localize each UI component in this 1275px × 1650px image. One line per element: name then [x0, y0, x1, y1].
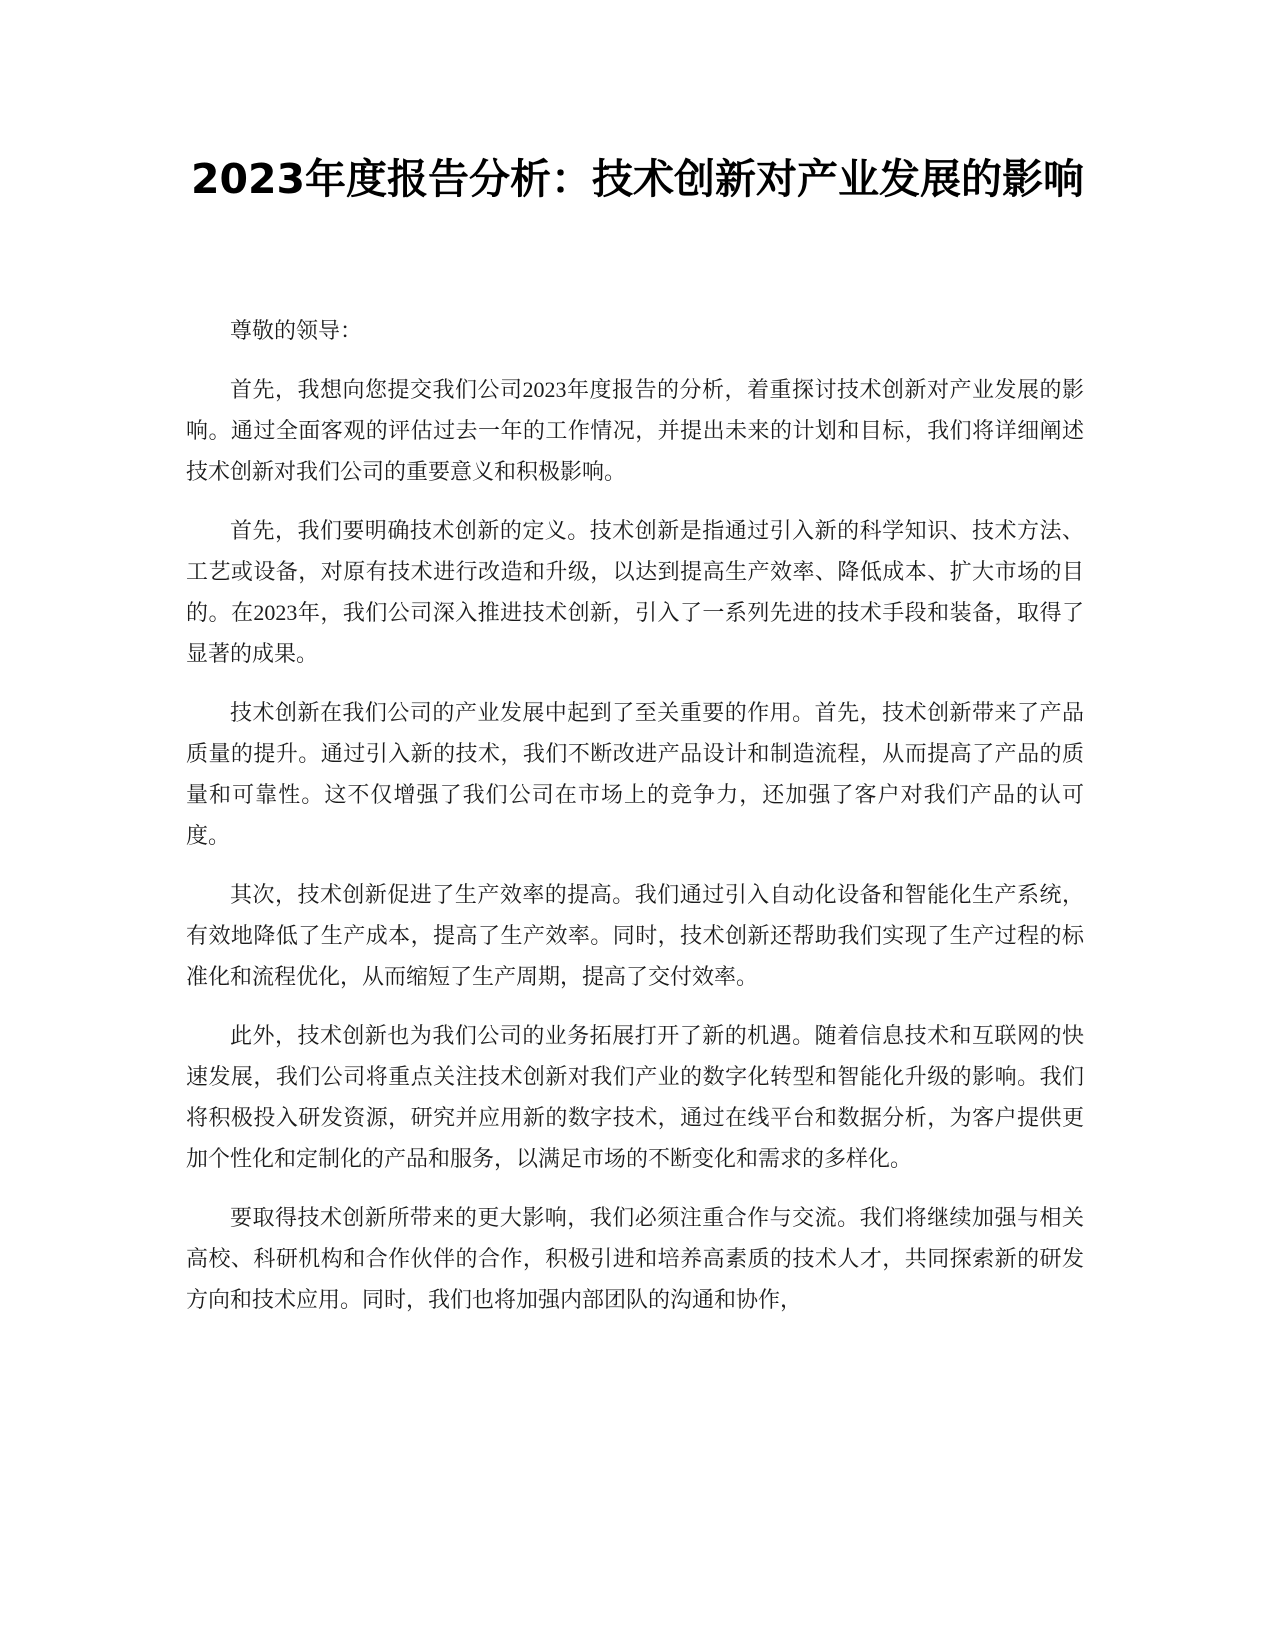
paragraph-6: 要取得技术创新所带来的更大影响，我们必须注重合作与交流。我们将继续加强与相关高校、科研机构和合作伙伴的合作，积极引进和培养高素质的技术人才，共同探索新的研发方向和技术应用。同时，我们也将加强内部团队的沟通和协作，	[186, 1205, 1084, 1312]
paragraph-5: 此外，技术创新也为我们公司的业务拓展打开了新的机遇。随着信息技术和互联网的快速发展，我们公司将重点关注技术创新对我们产业的数字化转型和智能化升级的影响。我们将积极投入研发资源，研究并应用新的数字技术，通过在线平台和数据分析，为客户提供更加个性化和定制化的产品和服务，以满足市场的不断变化和需求的多样化。	[186, 1023, 1084, 1171]
paragraph-1: 首先，我想向您提交我们公司2023年度报告的分析，着重探讨技术创新对产业发展的影响。通过全面客观的评估过去一年的工作情况，并提出未来的计划和目标，我们将详细阐述技术创新对我们公司的重要意义和积极影响。	[186, 377, 1084, 484]
document-title: 2023年度报告分析：技术创新对产业发展的影响	[190, 155, 1085, 203]
paragraph-3: 技术创新在我们公司的产业发展中起到了至关重要的作用。首先，技术创新带来了产品质量的提升。通过引入新的技术，我们不断改进产品设计和制造流程，从而提高了产品的质量和可靠性。这不仅增强了我们公司在市场上的竞争力，还加强了客户对我们产品的认可度。	[186, 700, 1084, 848]
paragraph-4: 其次，技术创新促进了生产效率的提高。我们通过引入自动化设备和智能化生产系统，有效地降低了生产成本，提高了生产效率。同时，技术创新还帮助我们实现了生产过程的标准化和流程优化，从而缩短了生产周期，提高了交付效率。	[186, 882, 1084, 989]
paragraph-2: 首先，我们要明确技术创新的定义。技术创新是指通过引入新的科学知识、技术方法、工艺或设备，对原有技术进行改造和升级，以达到提高生产效率、降低成本、扩大市场的目的。在2023年，我们公司深入推进技术创新，引入了一系列先进的技术手段和装备，取得了显著的成果。	[186, 518, 1084, 666]
document-body	[186, 310, 1084, 1338]
salutation: 尊敬的领导：	[230, 318, 363, 343]
